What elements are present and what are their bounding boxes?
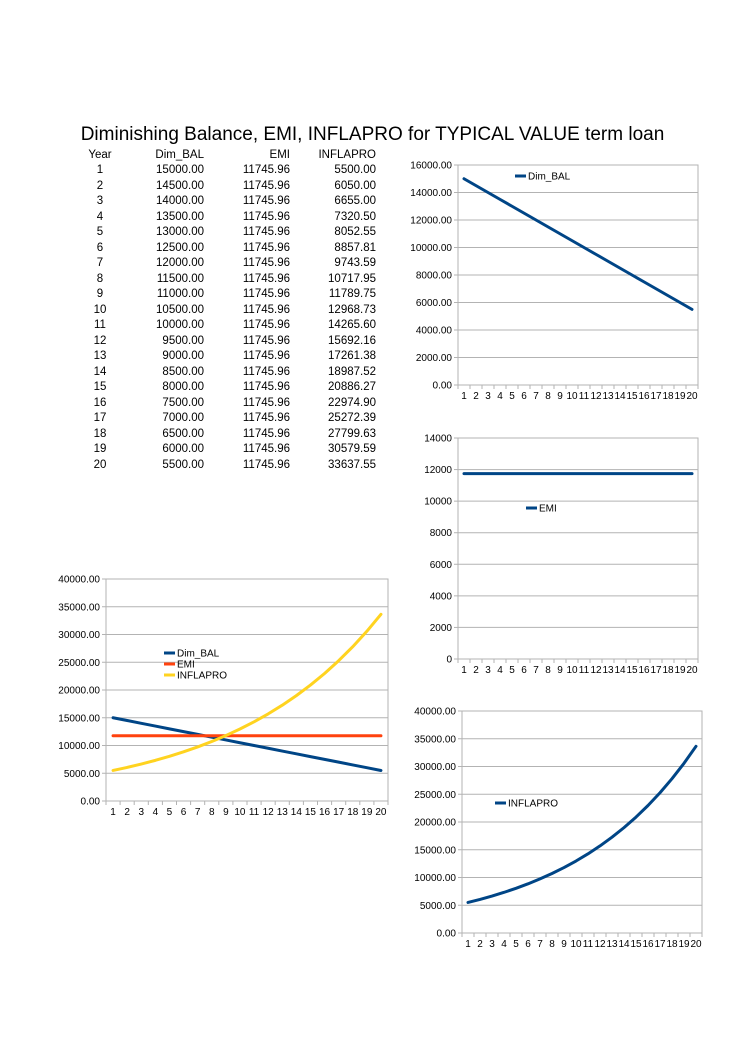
chart-inflapro <box>400 705 715 960</box>
x-tick-label: 2 <box>477 939 483 950</box>
x-tick-label: 9 <box>223 807 229 818</box>
table-row <box>80 210 376 226</box>
x-tick-label: 17 <box>654 939 666 950</box>
year-cell: 17 <box>93 412 107 424</box>
y-tick-label: 4000.00 <box>415 325 452 337</box>
y-tick-label: 25000.00 <box>58 657 100 669</box>
dim-bal-cell: 7000.00 <box>162 412 204 424</box>
dim-bal-cell: 9000.00 <box>162 350 204 362</box>
table-row <box>80 411 376 427</box>
year-cell: 3 <box>96 195 104 207</box>
x-tick-label: 9 <box>557 391 563 402</box>
y-tick-label: 25000.00 <box>414 789 456 801</box>
inflapro-cell: 9743.59 <box>334 257 376 269</box>
inflapro-cell: 14265.60 <box>328 319 376 331</box>
year-cell: 10 <box>93 303 107 316</box>
table-row <box>80 272 376 288</box>
dim-bal-cell: 12000.00 <box>156 257 204 269</box>
dim-bal-cell: 14000.00 <box>156 195 204 207</box>
x-tick-label: 13 <box>602 391 614 402</box>
x-tick-label: 1 <box>110 807 116 818</box>
y-tick-label: 15000.00 <box>414 845 456 857</box>
y-tick-label: 15000.00 <box>58 713 100 725</box>
y-tick-label: 0 <box>446 654 452 666</box>
table-row <box>80 458 376 474</box>
y-tick-label: 12000 <box>424 465 452 477</box>
x-tick-label: 6 <box>521 391 527 402</box>
inflapro-cell: 22974.90 <box>328 396 376 409</box>
column-header-dim-bal: Dim_BAL <box>155 149 204 161</box>
emi-cell: 11745.96 <box>242 164 290 176</box>
inflapro-cell: 30579.59 <box>328 443 376 455</box>
legend-label: EMI <box>539 503 557 515</box>
x-tick-label: 3 <box>138 807 145 818</box>
x-tick-label: 8 <box>545 665 551 676</box>
table-row <box>80 194 376 210</box>
inflapro-cell: 11789.75 <box>328 288 376 300</box>
x-tick-label: 16 <box>642 939 654 950</box>
x-tick-label: 12 <box>590 665 602 676</box>
x-tick-label: 10 <box>570 939 582 950</box>
year-cell: 16 <box>93 396 107 409</box>
table-body <box>80 163 376 473</box>
x-tick-label: 1 <box>465 939 471 950</box>
dim-bal-cell: 8000.00 <box>162 381 204 393</box>
x-tick-label: 7 <box>537 939 543 950</box>
dim-bal-cell: 6000.00 <box>162 443 204 455</box>
year-cell: 18 <box>93 427 107 440</box>
year-cell: 4 <box>96 210 104 223</box>
chart-emi <box>400 432 705 682</box>
y-tick-label: 10000 <box>424 496 452 508</box>
column-header-inflapro: INFLAPRO <box>318 149 376 161</box>
x-tick-label: 16 <box>318 807 331 818</box>
table-row <box>80 365 376 381</box>
x-tick-label: 13 <box>276 807 288 818</box>
x-tick-label: 5 <box>513 939 519 950</box>
x-tick-label: 8 <box>208 807 215 818</box>
y-tick-label: 4000 <box>429 591 452 603</box>
emi-cell: 11745.96 <box>242 443 290 455</box>
inflapro-cell: 27799.63 <box>328 427 376 440</box>
y-tick-label: 8000 <box>429 528 452 540</box>
dim-bal-cell: 8500.00 <box>162 365 204 378</box>
x-tick-label: 3 <box>485 665 491 676</box>
inflapro-cell: 18987.52 <box>328 365 376 378</box>
year-cell: 5 <box>96 226 104 238</box>
emi-cell: 11745.96 <box>242 179 290 192</box>
table-row <box>80 179 376 195</box>
y-tick-label: 14000 <box>424 433 452 445</box>
x-tick-label: 11 <box>578 391 590 402</box>
table-row <box>80 163 376 179</box>
y-tick-label: 20000.00 <box>58 685 100 697</box>
year-cell: 1 <box>96 164 104 176</box>
legend-label: Dim_BAL <box>528 171 571 183</box>
x-tick-label: 7 <box>533 391 539 402</box>
x-tick-label: 5 <box>166 807 173 818</box>
dim-bal-cell: 15000.00 <box>156 164 204 176</box>
y-tick-label: 20000.00 <box>414 817 456 829</box>
y-tick-label: 6000 <box>429 559 452 571</box>
inflapro-cell: 33637.55 <box>328 458 376 471</box>
x-tick-label: 15 <box>626 665 638 676</box>
inflapro-cell: 12968.73 <box>328 303 376 316</box>
table-row <box>80 349 376 365</box>
x-tick-label: 7 <box>533 665 539 676</box>
x-tick-label: 13 <box>602 665 614 676</box>
x-tick-label: 12 <box>262 807 274 818</box>
emi-cell: 11745.96 <box>242 257 290 269</box>
x-tick-label: 15 <box>630 939 642 950</box>
x-tick-label: 16 <box>638 665 650 676</box>
x-tick-label: 10 <box>566 665 578 676</box>
x-tick-label: 14 <box>290 807 302 818</box>
dim-bal-cell: 7500.00 <box>162 396 204 409</box>
inflapro-cell: 10717.95 <box>328 272 376 285</box>
table-row <box>80 241 376 257</box>
emi-cell: 11745.96 <box>242 241 290 254</box>
table-row <box>80 303 376 319</box>
dim-bal-cell: 10500.00 <box>156 303 204 316</box>
x-tick-label: 15 <box>626 391 638 402</box>
dim-bal-cell: 13500.00 <box>156 210 204 223</box>
column-header-emi: EMI <box>269 149 290 161</box>
dim-bal-cell: 11000.00 <box>156 288 204 300</box>
x-tick-label: 2 <box>473 665 479 676</box>
year-cell: 7 <box>96 257 104 269</box>
page-title: Diminishing Balance, EMI, INFLAPRO for TYPICAL VALUE term loan <box>80 124 665 145</box>
inflapro-cell: 25272.39 <box>328 412 376 424</box>
dim-bal-cell: 11500.00 <box>156 272 204 285</box>
table-row <box>80 256 376 272</box>
year-cell: 19 <box>93 443 107 455</box>
emi-cell: 11745.96 <box>242 427 290 440</box>
y-tick-label: 40000.00 <box>414 706 456 718</box>
x-tick-label: 20 <box>686 391 698 402</box>
inflapro-cell: 6050.00 <box>334 179 376 192</box>
x-tick-label: 20 <box>686 665 698 676</box>
legend-label: INFLAPRO <box>508 798 559 810</box>
y-tick-label: 30000.00 <box>58 630 100 641</box>
x-tick-label: 19 <box>674 665 686 676</box>
legend-label: INFLAPRO <box>177 670 228 682</box>
dim-bal-cell: 13000.00 <box>156 226 204 238</box>
y-tick-label: 12000.00 <box>410 215 452 227</box>
y-tick-label: 0.00 <box>432 380 452 392</box>
x-tick-label: 17 <box>650 391 662 402</box>
year-cell: 15 <box>93 381 107 393</box>
y-tick-label: 10000.00 <box>58 741 100 752</box>
table-row <box>80 318 376 334</box>
y-tick-label: 5000.00 <box>63 768 100 780</box>
y-tick-label: 40000.00 <box>58 574 100 586</box>
x-tick-label: 3 <box>489 939 495 950</box>
plot-area <box>458 438 698 659</box>
emi-cell: 11745.96 <box>242 210 290 223</box>
year-cell: 12 <box>93 334 107 347</box>
x-tick-label: 8 <box>549 939 555 950</box>
x-tick-label: 4 <box>497 665 503 676</box>
x-tick-label: 17 <box>650 665 662 676</box>
inflapro-cell: 6655.00 <box>334 195 376 207</box>
inflapro-cell: 15692.16 <box>328 334 376 347</box>
dim-bal-cell: 5500.00 <box>162 458 204 471</box>
x-tick-label: 6 <box>521 665 527 676</box>
emi-cell: 11745.96 <box>242 272 290 285</box>
x-tick-label: 2 <box>124 807 130 818</box>
y-tick-label: 6000.00 <box>415 298 452 309</box>
y-tick-label: 14000.00 <box>410 188 452 199</box>
y-tick-label: 8000.00 <box>415 270 452 282</box>
x-tick-label: 11 <box>582 939 594 950</box>
emi-cell: 11745.96 <box>242 319 290 331</box>
table-header-row <box>80 148 376 163</box>
emi-cell: 11745.96 <box>242 458 290 471</box>
x-tick-label: 15 <box>304 807 317 818</box>
x-tick-label: 19 <box>678 939 690 950</box>
dim-bal-cell: 6500.00 <box>162 427 204 440</box>
y-tick-label: 35000.00 <box>58 602 100 614</box>
y-tick-label: 35000.00 <box>414 734 456 746</box>
x-tick-label: 14 <box>618 939 630 950</box>
series-line-dim-bal <box>464 179 692 310</box>
x-tick-label: 19 <box>361 807 373 818</box>
year-cell: 11 <box>94 319 106 331</box>
inflapro-cell: 20886.27 <box>328 381 376 393</box>
x-tick-label: 14 <box>614 391 626 402</box>
year-cell: 6 <box>96 241 104 254</box>
dim-bal-cell: 14500.00 <box>156 179 204 192</box>
x-tick-label: 7 <box>194 807 201 818</box>
x-tick-label: 1 <box>461 391 467 402</box>
year-cell: 8 <box>96 272 104 285</box>
dim-bal-cell: 12500.00 <box>156 241 204 254</box>
x-tick-label: 17 <box>333 807 345 818</box>
emi-cell: 11745.96 <box>242 350 290 362</box>
x-tick-label: 10 <box>566 391 578 402</box>
y-tick-label: 16000.00 <box>410 160 452 172</box>
emi-cell: 11745.96 <box>242 226 290 238</box>
chart-dim-bal <box>400 160 705 410</box>
emi-cell: 11745.96 <box>242 412 290 424</box>
y-tick-label: 30000.00 <box>414 762 456 773</box>
x-tick-label: 4 <box>501 939 507 950</box>
x-tick-label: 1 <box>461 665 467 676</box>
x-tick-label: 18 <box>347 807 359 818</box>
year-cell: 20 <box>93 458 107 471</box>
emi-cell: 11745.96 <box>242 396 290 409</box>
x-tick-label: 4 <box>497 391 503 402</box>
series-line-inflapro <box>468 746 696 902</box>
emi-cell: 11745.96 <box>242 288 290 300</box>
x-tick-label: 8 <box>545 391 551 402</box>
x-tick-label: 16 <box>638 391 650 402</box>
x-tick-label: 19 <box>674 391 686 402</box>
y-tick-label: 5000.00 <box>419 900 456 912</box>
x-tick-label: 18 <box>662 391 674 402</box>
series-line-inflapro <box>113 614 381 770</box>
inflapro-cell: 5500.00 <box>334 164 376 176</box>
x-tick-label: 11 <box>248 807 260 818</box>
table-row <box>80 380 376 396</box>
table-row <box>80 427 376 443</box>
y-tick-label: 0.00 <box>436 928 456 940</box>
emi-cell: 11745.96 <box>242 303 290 316</box>
x-tick-label: 2 <box>473 391 479 402</box>
x-tick-label: 11 <box>578 665 590 676</box>
inflapro-cell: 7320.50 <box>334 210 376 223</box>
x-tick-label: 5 <box>509 391 515 402</box>
x-tick-label: 18 <box>666 939 678 950</box>
x-tick-label: 3 <box>485 391 491 402</box>
inflapro-cell: 8052.55 <box>334 226 376 238</box>
x-tick-label: 13 <box>606 939 618 950</box>
column-header-year: Year <box>88 149 112 161</box>
data-table <box>80 148 376 473</box>
dim-bal-cell: 10000.00 <box>156 319 204 331</box>
emi-cell: 11745.96 <box>242 195 290 207</box>
x-tick-label: 18 <box>662 665 674 676</box>
x-tick-label: 20 <box>690 939 702 950</box>
x-tick-label: 4 <box>152 807 159 818</box>
dim-bal-cell: 9500.00 <box>162 334 204 347</box>
x-tick-label: 20 <box>375 807 387 818</box>
y-tick-label: 10000.00 <box>410 243 452 254</box>
inflapro-cell: 8857.81 <box>334 241 376 254</box>
table-row <box>80 396 376 412</box>
emi-cell: 11745.96 <box>242 365 290 378</box>
chart-combined <box>50 573 400 823</box>
y-tick-label: 2000 <box>429 622 452 634</box>
emi-cell: 11745.96 <box>242 381 290 393</box>
x-tick-label: 12 <box>594 939 606 950</box>
x-tick-label: 12 <box>590 391 602 402</box>
inflapro-cell: 17261.38 <box>328 350 376 362</box>
table-row <box>80 442 376 458</box>
x-tick-label: 14 <box>614 665 626 676</box>
emi-cell: 11745.96 <box>242 334 290 347</box>
x-tick-label: 5 <box>509 665 515 676</box>
year-cell: 9 <box>96 288 104 300</box>
legend-label: Dim_BAL <box>177 648 220 660</box>
table-row <box>80 287 376 303</box>
y-tick-label: 10000.00 <box>414 873 456 884</box>
x-tick-label: 9 <box>557 665 563 676</box>
y-tick-label: 0.00 <box>80 796 100 808</box>
legend-label: EMI <box>177 659 195 671</box>
year-cell: 13 <box>93 350 107 362</box>
table-row <box>80 334 376 350</box>
x-tick-label: 10 <box>234 807 246 818</box>
table-row <box>80 225 376 241</box>
year-cell: 2 <box>96 179 104 192</box>
x-tick-label: 6 <box>525 939 531 950</box>
y-tick-label: 2000.00 <box>415 353 452 364</box>
x-tick-label: 9 <box>561 939 567 950</box>
x-tick-label: 6 <box>180 807 187 818</box>
year-cell: 14 <box>93 365 107 378</box>
